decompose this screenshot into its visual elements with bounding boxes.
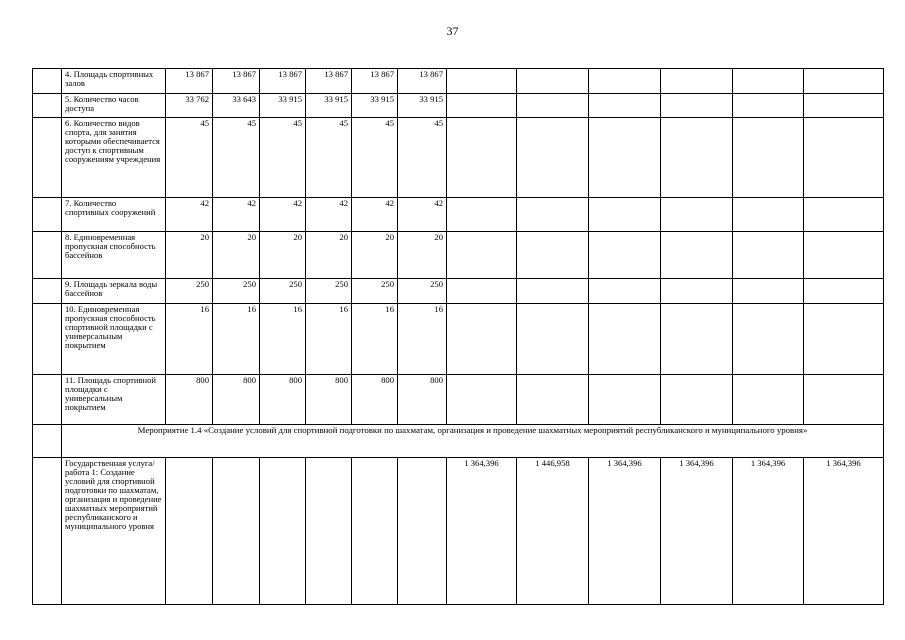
indicator-value-cell: 16 (166, 304, 213, 375)
indicator-value-cell: 33 915 (398, 94, 447, 118)
indicator-value-cell: 45 (213, 118, 260, 198)
amount-cell (733, 118, 804, 198)
amount-cell (661, 94, 733, 118)
indicator-value-cell (260, 458, 306, 605)
indicator-value-cell: 33 762 (166, 94, 213, 118)
row-index-cell (33, 118, 62, 198)
indicator-value-cell: 250 (306, 279, 352, 304)
amount-cell: 1 364,396 (447, 458, 517, 605)
amount-cell (589, 375, 661, 425)
indicator-row (33, 94, 884, 118)
indicator-value-cell: 20 (352, 232, 398, 279)
amount-cell (447, 198, 517, 232)
amount-cell: 1 364,396 (661, 458, 733, 605)
amount-cell (733, 94, 804, 118)
indicator-value-cell: 13 867 (260, 69, 306, 94)
indicator-value-cell (398, 458, 447, 605)
amount-cell (804, 375, 884, 425)
event-banner: Мероприятие 1.4 «Создание условий для спортивной подготовки по шахматам, организация и проведение шахматных мероприятий республиканского и муниципального уровня» (62, 425, 884, 458)
amount-cell (517, 232, 589, 279)
amount-cell (804, 69, 884, 94)
indicator-value-cell: 45 (306, 118, 352, 198)
amount-cell (447, 118, 517, 198)
amount-cell (661, 198, 733, 232)
amount-cell (804, 118, 884, 198)
row-index-cell (33, 304, 62, 375)
amount-cell (661, 69, 733, 94)
amount-cell (517, 69, 589, 94)
indicator-row (33, 69, 884, 94)
indicator-value-cell (306, 458, 352, 605)
amount-cell (517, 118, 589, 198)
indicator-value-cell: 800 (260, 375, 306, 425)
amount-cell (447, 279, 517, 304)
indicator-label: 5. Количество часов доступа (62, 94, 166, 118)
indicator-value-cell: 13 867 (166, 69, 213, 94)
amount-cell (517, 279, 589, 304)
indicator-value-cell: 42 (213, 198, 260, 232)
indicator-row (33, 375, 884, 425)
amount-cell (661, 118, 733, 198)
indicator-label: 11. Площадь спортивной площадки с универсальным покрытием (62, 375, 166, 425)
row-index-cell (33, 279, 62, 304)
indicator-value-cell: 13 867 (213, 69, 260, 94)
indicator-value-cell: 13 867 (398, 69, 447, 94)
indicator-value-cell: 45 (352, 118, 398, 198)
amount-cell (733, 198, 804, 232)
indicator-value-cell: 800 (306, 375, 352, 425)
indicator-value-cell: 250 (260, 279, 306, 304)
indicator-value-cell: 42 (352, 198, 398, 232)
row-index-cell (33, 94, 62, 118)
row-index-cell (33, 425, 62, 458)
indicator-value-cell: 13 867 (352, 69, 398, 94)
row-index-cell (33, 69, 62, 94)
budget-indicator-table (32, 68, 884, 605)
indicator-row (33, 279, 884, 304)
indicator-value-cell: 45 (260, 118, 306, 198)
amount-cell (447, 232, 517, 279)
indicator-value-cell: 20 (260, 232, 306, 279)
indicator-value-cell: 42 (166, 198, 213, 232)
indicator-value-cell: 16 (213, 304, 260, 375)
indicator-label: 10. Единовременная пропускная способность спортивной площадки с универсальным покрытием (62, 304, 166, 375)
page-number: 37 (446, 24, 459, 38)
indicator-row (33, 198, 884, 232)
indicator-row (33, 118, 884, 198)
indicator-value-cell: 800 (166, 375, 213, 425)
indicator-label: 6. Количество видов спорта, для занятия которыми обеспечивается доступ к спортивным сооружениям учреждения (62, 118, 166, 198)
amount-cell (517, 304, 589, 375)
indicator-value-cell: 250 (352, 279, 398, 304)
indicator-label: 4. Площадь спортивных залов (62, 69, 166, 94)
indicator-value-cell: 45 (166, 118, 213, 198)
indicator-value-cell: 42 (260, 198, 306, 232)
row-index-cell (33, 198, 62, 232)
amount-cell (804, 94, 884, 118)
indicator-value-cell: 20 (398, 232, 447, 279)
amount-cell (804, 198, 884, 232)
indicator-row (33, 304, 884, 375)
row-index-cell (33, 375, 62, 425)
indicator-value-cell: 800 (352, 375, 398, 425)
indicator-value-cell: 800 (398, 375, 447, 425)
indicator-label: 9. Площадь зеркала воды бассейнов (62, 279, 166, 304)
indicator-value-cell: 800 (213, 375, 260, 425)
amount-cell (589, 118, 661, 198)
amount-cell (447, 375, 517, 425)
amount-cell (589, 198, 661, 232)
amount-cell (733, 304, 804, 375)
amount-cell (804, 279, 884, 304)
amount-cell (589, 232, 661, 279)
amount-cell (661, 232, 733, 279)
indicator-value-cell: 250 (213, 279, 260, 304)
indicator-value-cell: 42 (306, 198, 352, 232)
indicator-value-cell: 16 (352, 304, 398, 375)
amount-cell (447, 69, 517, 94)
amount-cell (589, 304, 661, 375)
indicator-value-cell: 16 (306, 304, 352, 375)
indicator-value-cell: 33 915 (352, 94, 398, 118)
amount-cell (733, 375, 804, 425)
amount-cell (733, 69, 804, 94)
indicator-value-cell: 20 (213, 232, 260, 279)
amount-cell (517, 198, 589, 232)
amount-cell (447, 304, 517, 375)
indicator-label: 7. Количество спортивных сооружений (62, 198, 166, 232)
amount-cell (517, 375, 589, 425)
indicator-value-cell: 250 (166, 279, 213, 304)
indicator-value-cell: 33 915 (260, 94, 306, 118)
amount-cell (589, 69, 661, 94)
amount-cell: 1 364,396 (589, 458, 661, 605)
indicator-value-cell: 33 643 (213, 94, 260, 118)
amount-cell (517, 94, 589, 118)
amount-cell: 1 364,396 (733, 458, 804, 605)
amount-cell (661, 279, 733, 304)
event-banner-row (33, 425, 884, 458)
amount-cell: 1 364,396 (804, 458, 884, 605)
amount-cell (589, 279, 661, 304)
amount-cell (804, 232, 884, 279)
service-label: Государственная услуга/работа 1: Создание условий для спортивной подготовки по шахматам, организация и проведение шахматных мероприятий республиканского и муниципального уровня (62, 458, 166, 605)
amount-cell (804, 304, 884, 375)
indicator-value-cell (213, 458, 260, 605)
indicator-value-cell: 20 (306, 232, 352, 279)
indicator-value-cell: 13 867 (306, 69, 352, 94)
amount-cell (447, 94, 517, 118)
amount-cell (661, 375, 733, 425)
amount-cell: 1 446,958 (517, 458, 589, 605)
row-index-cell (33, 232, 62, 279)
amount-cell (733, 279, 804, 304)
indicator-row (33, 232, 884, 279)
indicator-value-cell (352, 458, 398, 605)
indicator-value-cell: 33 915 (306, 94, 352, 118)
amount-cell (733, 232, 804, 279)
indicator-label: 8. Единовременная пропускная способность бассейнов (62, 232, 166, 279)
amount-cell (589, 94, 661, 118)
amount-cell (661, 304, 733, 375)
indicator-value-cell: 250 (398, 279, 447, 304)
indicator-rows (33, 69, 884, 425)
indicator-value-cell: 42 (398, 198, 447, 232)
service-row (33, 458, 884, 605)
indicator-value-cell: 45 (398, 118, 447, 198)
row-index-cell (33, 458, 62, 605)
indicator-value-cell: 20 (166, 232, 213, 279)
indicator-value-cell (166, 458, 213, 605)
indicator-value-cell: 16 (260, 304, 306, 375)
indicator-value-cell: 16 (398, 304, 447, 375)
